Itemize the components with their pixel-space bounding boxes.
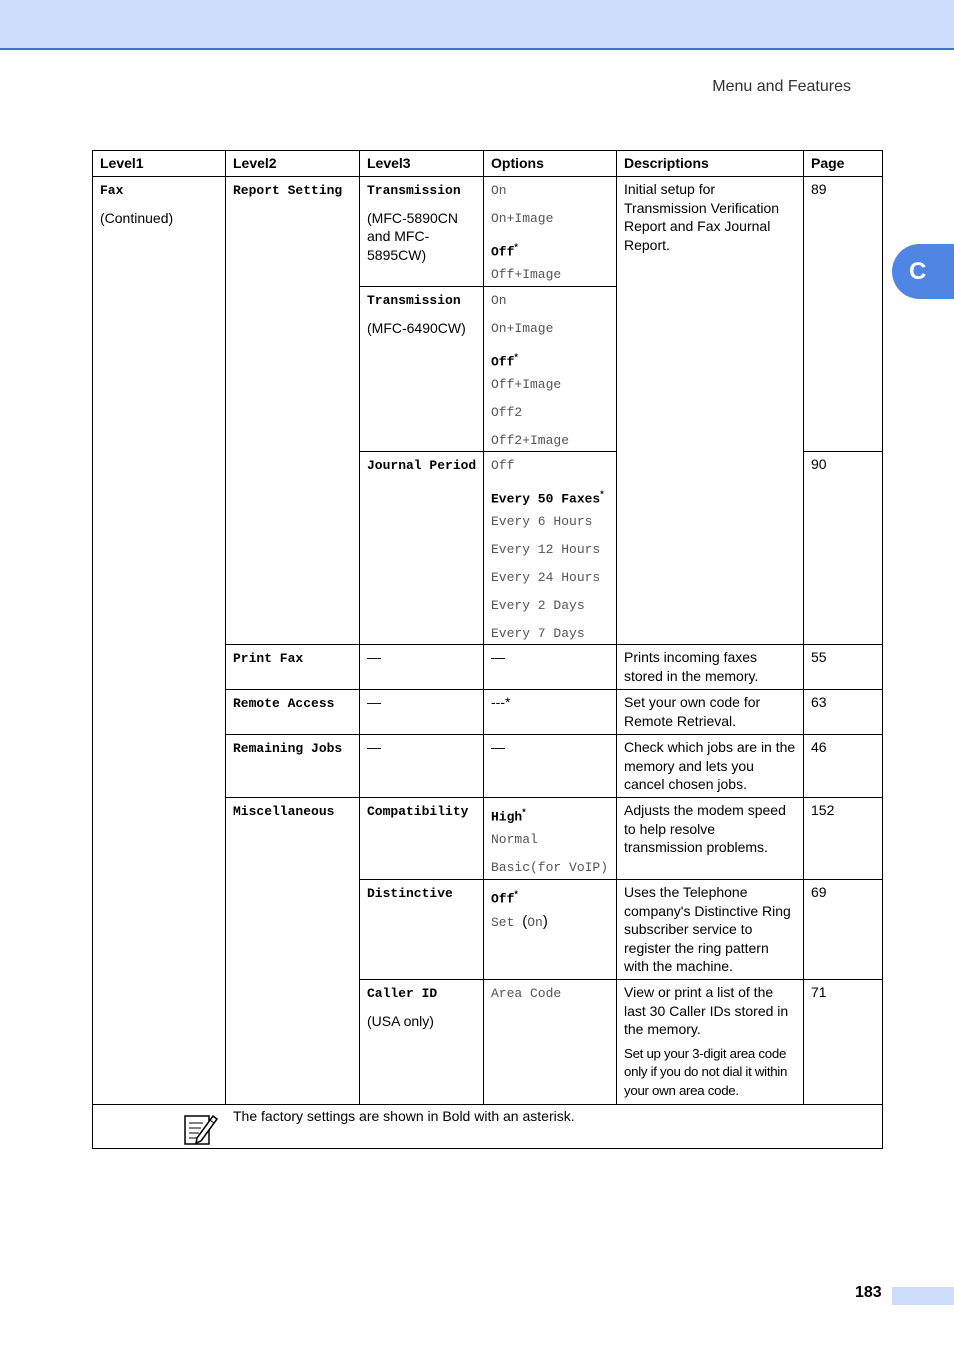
level2-label: Report Setting xyxy=(233,183,343,198)
page-journal-period: 90 xyxy=(803,451,883,645)
col-header-options: Options xyxy=(483,150,617,177)
option: Every 24 Hours xyxy=(491,570,601,585)
level3-compatibility xyxy=(359,797,484,880)
level3-label: Transmission xyxy=(367,183,461,198)
options-print-fax: — xyxy=(483,644,617,690)
option-default: Every 50 Faxes* xyxy=(491,489,604,507)
level1-continued: (Continued) xyxy=(100,209,174,226)
level2-remaining-jobs xyxy=(225,734,360,798)
level3-journal-period xyxy=(359,451,484,645)
chapter-tab: C xyxy=(892,244,954,299)
level3-label: Journal Period xyxy=(367,458,477,473)
running-header: Menu and Features xyxy=(712,78,851,95)
level3-model-note: (MFC-5890CN and MFC-5895CW) xyxy=(367,209,459,263)
description-caller-id xyxy=(616,979,804,1105)
level3-label: Caller ID xyxy=(367,986,438,1001)
level3-caller-id xyxy=(359,979,484,1105)
level1-cell xyxy=(92,176,226,1105)
level3-label: Compatibility xyxy=(367,804,469,819)
option: Off+Image xyxy=(491,377,562,392)
option: Off2+Image xyxy=(491,433,570,448)
level3-usa-note: (USA only) xyxy=(367,1012,434,1029)
table-border-bottom xyxy=(92,1148,883,1149)
option: Off xyxy=(491,458,515,473)
level2-print-fax xyxy=(225,644,360,690)
options-journal-period xyxy=(483,451,617,645)
page-remote-access: 63 xyxy=(803,689,883,735)
level3-label: Distinctive xyxy=(367,886,453,901)
col-header-level2: Level2 xyxy=(225,150,360,177)
options-compatibility xyxy=(483,797,617,880)
option-default: Off* xyxy=(491,352,518,370)
level2-miscellaneous xyxy=(225,797,360,1105)
level3-distinctive xyxy=(359,879,484,980)
level2-report-setting xyxy=(225,176,360,645)
option: Off+Image xyxy=(491,267,562,282)
option: Area Code xyxy=(491,986,562,1001)
level3-remote-access: — xyxy=(359,689,484,735)
level3-remaining-jobs: — xyxy=(359,734,484,798)
level3-model-note: (MFC-6490CW) xyxy=(367,319,466,336)
option-default: Off* xyxy=(491,242,518,260)
page-remaining-jobs: 46 xyxy=(803,734,883,798)
description-compatibility: Adjusts the modem speed to help resolve transmission problems. xyxy=(616,797,804,880)
option: Every 6 Hours xyxy=(491,514,593,529)
options-caller-id xyxy=(483,979,617,1105)
top-color-band xyxy=(0,0,954,50)
options-remaining-jobs: — xyxy=(483,734,617,798)
option: Basic(for VoIP) xyxy=(491,860,609,875)
page-number-bar xyxy=(892,1287,954,1305)
description-text: View or print a list of the last 30 Caller IDs stored in the memory. xyxy=(624,984,789,1038)
page-transmission: 89 xyxy=(803,176,883,452)
level3-transmission-2 xyxy=(359,286,484,452)
options-transmission-2 xyxy=(483,286,617,452)
page-compatibility: 152 xyxy=(803,797,883,880)
option-default: High* xyxy=(491,807,526,825)
page-caller-id: 71 xyxy=(803,979,883,1105)
note-pencil-icon xyxy=(183,1110,219,1146)
option: Normal xyxy=(491,832,538,847)
level2-remote-access xyxy=(225,689,360,735)
option: Off2 xyxy=(491,405,523,420)
options-distinctive xyxy=(483,879,617,980)
option: On+Image xyxy=(491,321,554,336)
option: On xyxy=(491,293,507,308)
option-default: Off* xyxy=(491,889,518,907)
option: Every 2 Days xyxy=(491,598,585,613)
description-remaining-jobs: Check which jobs are in the memory and lets you cancel chosen jobs. xyxy=(616,734,804,798)
table-border-right xyxy=(882,150,883,1149)
option: Set (On) xyxy=(491,913,548,930)
options-remote-access: ---* xyxy=(483,689,617,735)
col-header-page: Page xyxy=(803,150,883,177)
page-number: 183 xyxy=(855,1284,882,1301)
level1-fax: Fax xyxy=(100,183,124,198)
footnote-text: The factory settings are shown in Bold with an asterisk. xyxy=(233,1108,575,1124)
level2-label: Miscellaneous xyxy=(233,804,335,819)
page-print-fax: 55 xyxy=(803,644,883,690)
option: Every 12 Hours xyxy=(491,542,601,557)
description-remote-access: Set your own code for Remote Retrieval. xyxy=(616,689,804,735)
col-header-level3: Level3 xyxy=(359,150,484,177)
description-print-fax: Prints incoming faxes stored in the memory. xyxy=(616,644,804,690)
level2-label: Remaining Jobs xyxy=(233,741,343,756)
description-distinctive: Uses the Telephone company's Distinctive Ring subscriber service to register the ring pattern with the machine. xyxy=(616,879,804,980)
description-text-small: Set up your 3-digit area code only if you do not dial it within your own area code. xyxy=(624,1045,788,1098)
col-header-descriptions: Descriptions xyxy=(616,150,804,177)
page-distinctive: 69 xyxy=(803,879,883,980)
options-transmission-1 xyxy=(483,176,617,287)
option: On xyxy=(491,183,507,198)
col-header-level1: Level1 xyxy=(92,150,226,177)
description-transmission: Initial setup for Transmission Verification Report and Fax Journal Report. xyxy=(616,176,804,645)
level3-transmission-1 xyxy=(359,176,484,287)
option: Every 7 Days xyxy=(491,626,585,641)
level2-label: Remote Access xyxy=(233,696,335,711)
level3-print-fax: — xyxy=(359,644,484,690)
option: On+Image xyxy=(491,211,554,226)
level2-label: Print Fax xyxy=(233,651,304,666)
level3-label: Transmission xyxy=(367,293,461,308)
